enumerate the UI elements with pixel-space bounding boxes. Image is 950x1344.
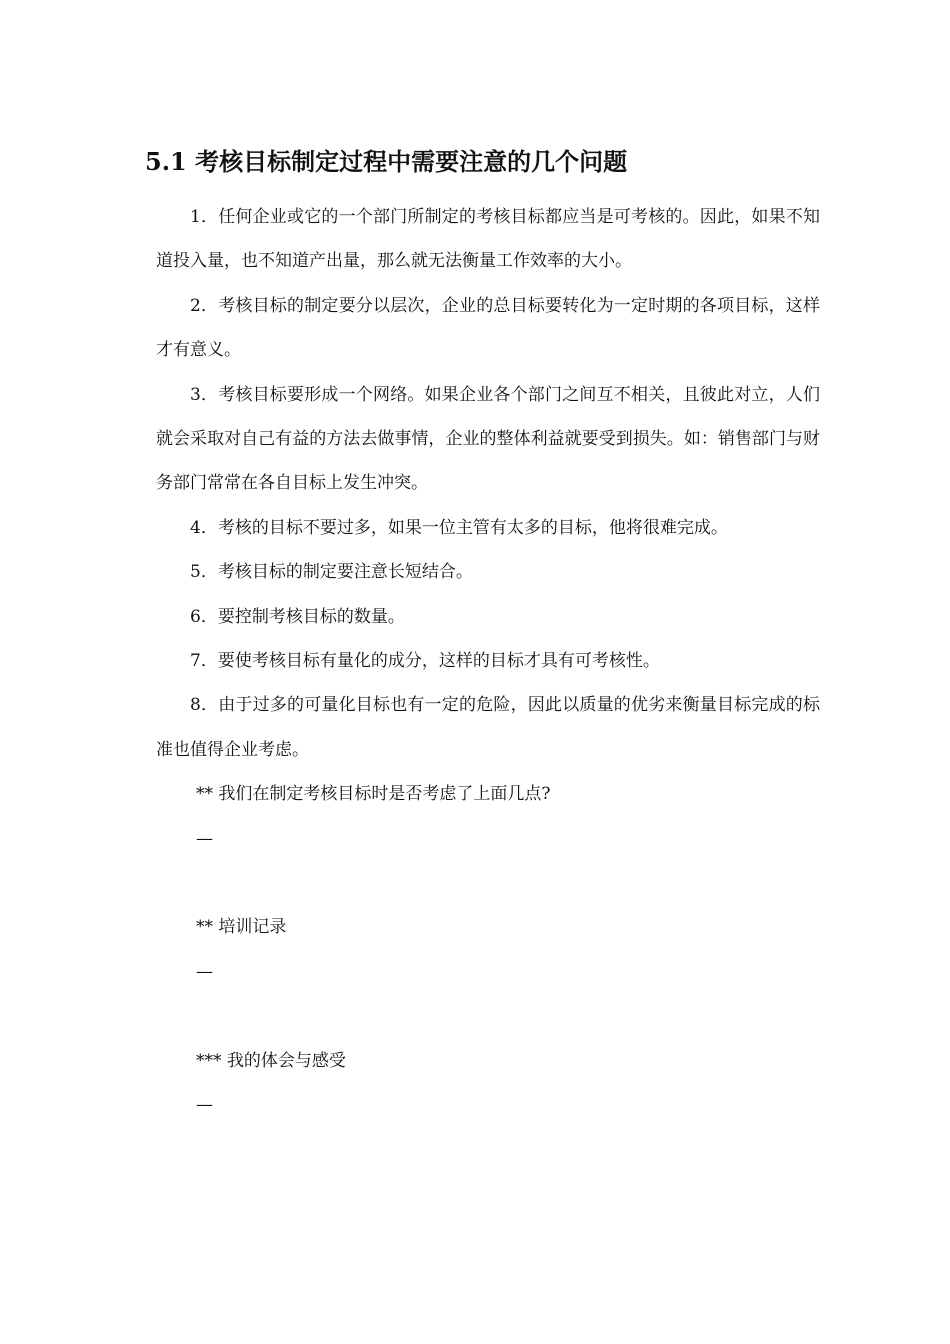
- document-body: [156, 195, 820, 1127]
- prompt-reflection: *** 我的体会与感受: [196, 1050, 346, 1071]
- prompt-question: ** 我们在制定考核目标时是否考虑了上面几点?: [196, 784, 551, 805]
- answer-line: —: [196, 961, 213, 982]
- paragraph-3: 3．考核目标要形成一个网络。如果企业各个部门之间互不相关，且彼此对立，人们就会采取对自己有益的方法去做事情，企业的整体利益就要受到损失。如：销售部门与财务部门常常在各自目标上发生冲突。: [156, 384, 820, 494]
- paragraph-5: 5．考核目标的制定要注意长短结合。: [190, 562, 473, 583]
- answer-line: —: [196, 1095, 213, 1116]
- paragraph-1: 1．任何企业或它的一个部门所制定的考核目标都应当是可考核的。因此，如果不知道投入量，也不知道产出量，那么就无法衡量工作效率的大小。: [156, 207, 820, 272]
- prompt-training-record: ** 培训记录: [196, 917, 287, 938]
- spacer: [156, 994, 820, 1038]
- answer-line: —: [196, 828, 213, 849]
- paragraph-6: 6．要控制考核目标的数量。: [190, 606, 405, 627]
- spacer: [156, 861, 820, 905]
- section-heading: 5.1 考核目标制定过程中需要注意的几个问题: [145, 147, 628, 176]
- paragraph-8: 8．由于过多的可量化目标也有一定的危险，因此以质量的优劣来衡量目标完成的标准也值得企业考虑。: [156, 695, 820, 760]
- paragraph-7: 7．要使考核目标有量化的成分，这样的目标才具有可考核性。: [190, 651, 660, 672]
- paragraph-4: 4．考核的目标不要过多，如果一位主管有太多的目标，他将很难完成。: [190, 517, 728, 538]
- paragraph-2: 2．考核目标的制定要分以层次，企业的总目标要转化为一定时期的各项目标，这样才有意义。: [156, 295, 820, 361]
